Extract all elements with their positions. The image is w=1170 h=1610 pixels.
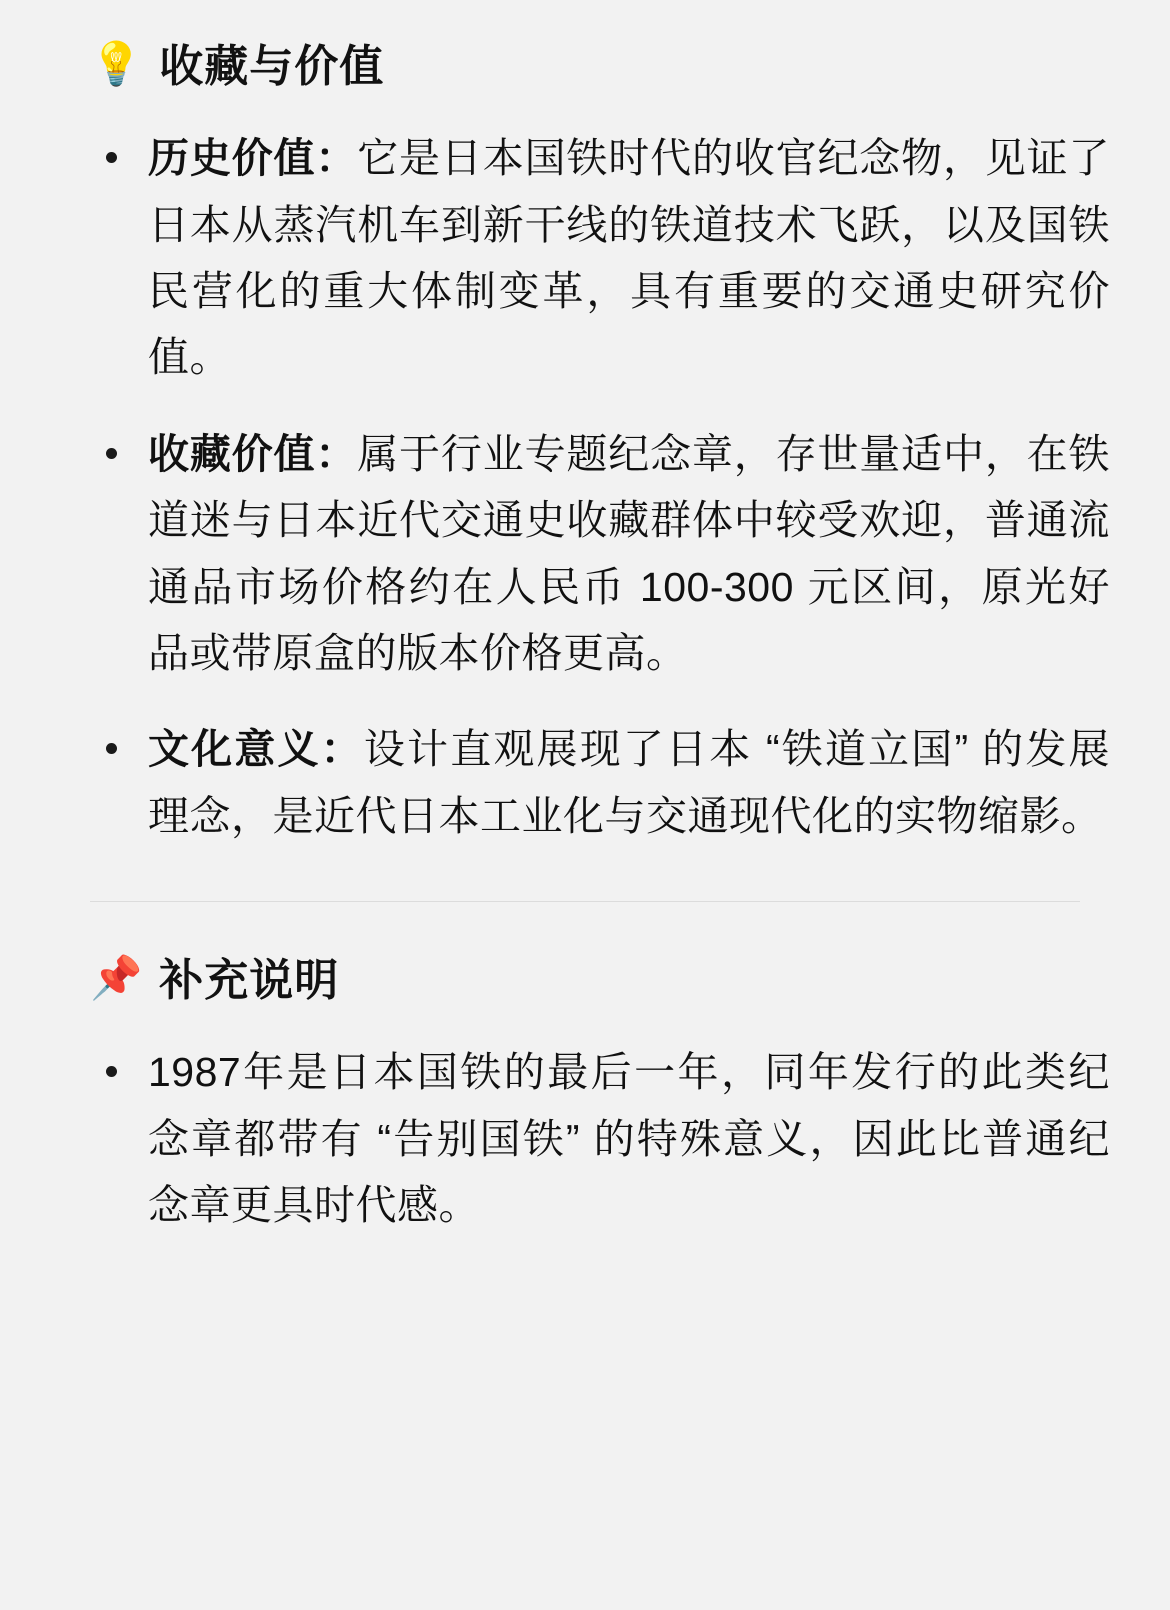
list-item-lead: 历史价值： [148, 135, 358, 182]
section-heading [90, 952, 1110, 1009]
section-divider [90, 901, 1080, 902]
list-item-text: 设计直观展现了日本 “铁道立国” 的发展理念，是近代日本工业化与交通现代化的实物缩影。 [148, 726, 1111, 839]
list-item [90, 421, 1110, 687]
bullet-list [60, 125, 1110, 849]
section-heading [90, 38, 1110, 95]
lightbulb-icon: 💡 [90, 40, 144, 87]
section-title: 补充说明 [159, 956, 340, 1006]
bullet-list [60, 1039, 1110, 1238]
list-item [90, 125, 1110, 391]
list-item [90, 1039, 1110, 1238]
section-title: 收藏与价值 [159, 42, 385, 91]
section-collection-value [60, 38, 1110, 849]
list-item [90, 716, 1110, 849]
section-additional-notes [60, 952, 1110, 1238]
list-item-lead: 文化意义： [148, 726, 364, 773]
pushpin-icon: 📌 [90, 954, 144, 1002]
list-item-text: 1987年是日本国铁的最后一年，同年发行的此类纪念章都带有 “告别国铁” 的特殊意义，因此比普通纪念章更具时代感。 [148, 1049, 1110, 1229]
list-item-text: 它是日本国铁时代的收官纪念物，见证了日本从蒸汽机车到新干线的铁道技术飞跃，以及国铁民营化的重大体制变革，具有重要的交通史研究价值。 [148, 135, 1111, 381]
top-spacer [60, 18, 1110, 24]
list-item-text: 属于行业专题纪念章，存世量适中，在铁道迷与日本近代交通史收藏群体中较受欢迎，普通流通品市场价格约在人民币 100-300 元区间，原光好品或带原盒的版本价格更高。 [148, 430, 1111, 677]
list-item-lead: 收藏价值： [148, 430, 358, 477]
